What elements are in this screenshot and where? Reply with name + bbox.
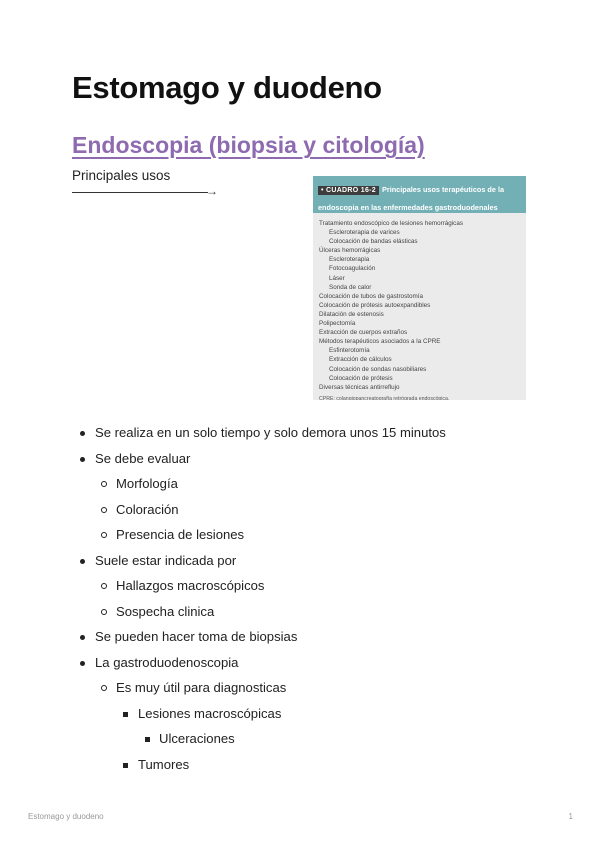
- principales-usos-label: Principales usos: [72, 168, 171, 183]
- list-item: [72, 705, 542, 722]
- cuadro-row: Extracción de cuerpos extraños: [319, 329, 408, 337]
- list-item-text: Se debe evaluar: [95, 450, 191, 466]
- cuadro-row: Colocación de tubos de gastrostomía: [319, 292, 423, 300]
- list-item-text: Presencia de lesiones: [116, 527, 245, 542]
- bullet-circle-icon: [101, 583, 107, 589]
- cuadro-header: [313, 176, 526, 213]
- list-item-text: Coloración: [116, 501, 179, 517]
- cuadro-row: Láser: [329, 274, 345, 282]
- list-item: [72, 501, 542, 518]
- list-item: [72, 552, 542, 569]
- arrow-connector: [72, 186, 218, 198]
- list-item: [72, 603, 542, 620]
- bullet-circle-icon: [101, 532, 107, 538]
- bullet-square-icon: [145, 737, 150, 742]
- bullet-square-icon: [123, 712, 128, 717]
- list-item-text: Es muy útil para diagnosticas: [116, 680, 287, 695]
- bullet-disc-icon: [80, 431, 85, 436]
- cuadro-row: Fotocoagulación: [329, 265, 376, 273]
- cuadro-16-2-image: [313, 176, 526, 400]
- cuadro-row: Sonda de calor: [329, 283, 372, 291]
- cuadro-body: [313, 213, 526, 392]
- list-item: [72, 679, 542, 696]
- list-item: [72, 756, 542, 773]
- list-item: [72, 424, 542, 441]
- cuadro-row: Extracción de cálculos: [329, 356, 392, 364]
- list-item-text: Se realiza en un solo tiempo y solo demora unos 15 minutos: [95, 425, 446, 440]
- list-item-text: Sospecha clinica: [116, 603, 215, 619]
- cuadro-title: Principales usos terapéuticos de la endoscopia en las enfermedades gastroduodenales: [318, 185, 505, 212]
- list-item: [72, 577, 542, 594]
- list-item-text: Ulceraciones: [159, 731, 235, 746]
- arrow-right-icon: →: [206, 184, 218, 198]
- cuadro-row: Polipectomía: [319, 320, 356, 328]
- bullet-circle-icon: [101, 507, 107, 513]
- bullet-disc-icon: [80, 661, 85, 666]
- list-item-text: Morfología: [116, 476, 178, 491]
- list-item-text: Hallazgos macroscópicos: [116, 578, 265, 593]
- list-item-text: Tumores: [138, 756, 190, 772]
- list-item-text: Lesiones macroscópicas: [138, 705, 282, 721]
- bullet-disc-icon: [80, 559, 85, 564]
- cuadro-row: Colocación de prótesis: [329, 374, 393, 382]
- cuadro-row: Escleroterapia: [329, 256, 370, 264]
- list-item: [72, 730, 542, 747]
- cuadro-row: Úlceras hemorrágicas: [319, 247, 381, 255]
- cuadro-row: Colocación de sondas nasobiliares: [329, 365, 427, 373]
- list-item: [72, 628, 542, 645]
- cuadro-row: Escleroterapia de varices: [329, 229, 400, 237]
- cuadro-row: Métodos terapéuticos asociados a la CPRE: [319, 338, 441, 346]
- list-item: [72, 654, 542, 671]
- list-item-text: Suele estar indicada por: [95, 552, 237, 568]
- bullet-circle-icon: [101, 609, 107, 615]
- cuadro-row: Diversas técnicas antirreflujo: [319, 383, 400, 391]
- cuadro-row: Esfinterotomía: [329, 347, 370, 355]
- bullet-list: [72, 424, 542, 781]
- cuadro-footnote: CPRE: colangiopancreatografía retrógrada endoscópica.: [319, 395, 450, 400]
- list-item: [72, 450, 542, 467]
- cuadro-tag: • CUADRO 16-2: [318, 186, 379, 195]
- cuadro-row: Tratamiento endoscópico de lesiones hemorrágicas: [319, 220, 463, 227]
- section-heading-endoscopia: Endoscopia (biopsia y citología): [72, 132, 425, 158]
- list-item: [72, 475, 542, 492]
- list-item-text: La gastroduodenoscopia: [95, 654, 239, 670]
- cuadro-row: Colocación de bandas elásticas: [329, 238, 418, 246]
- bullet-disc-icon: [80, 635, 85, 640]
- footer-page-number: 1: [568, 812, 573, 821]
- bullet-disc-icon: [80, 457, 85, 462]
- arrow-line: [72, 192, 208, 193]
- page-title: Estomago y duodeno: [72, 70, 382, 105]
- bullet-circle-icon: [101, 481, 107, 487]
- bullet-square-icon: [123, 763, 128, 768]
- list-item-text: Se pueden hacer toma de biopsias: [95, 629, 298, 644]
- footer-document-title: Estomago y duodeno: [28, 812, 104, 821]
- bullet-circle-icon: [101, 685, 107, 691]
- cuadro-row: Dilatación de estenosis: [319, 310, 384, 318]
- cuadro-row: Colocación de prótesis autoexpandibles: [319, 301, 431, 309]
- list-item: [72, 526, 542, 543]
